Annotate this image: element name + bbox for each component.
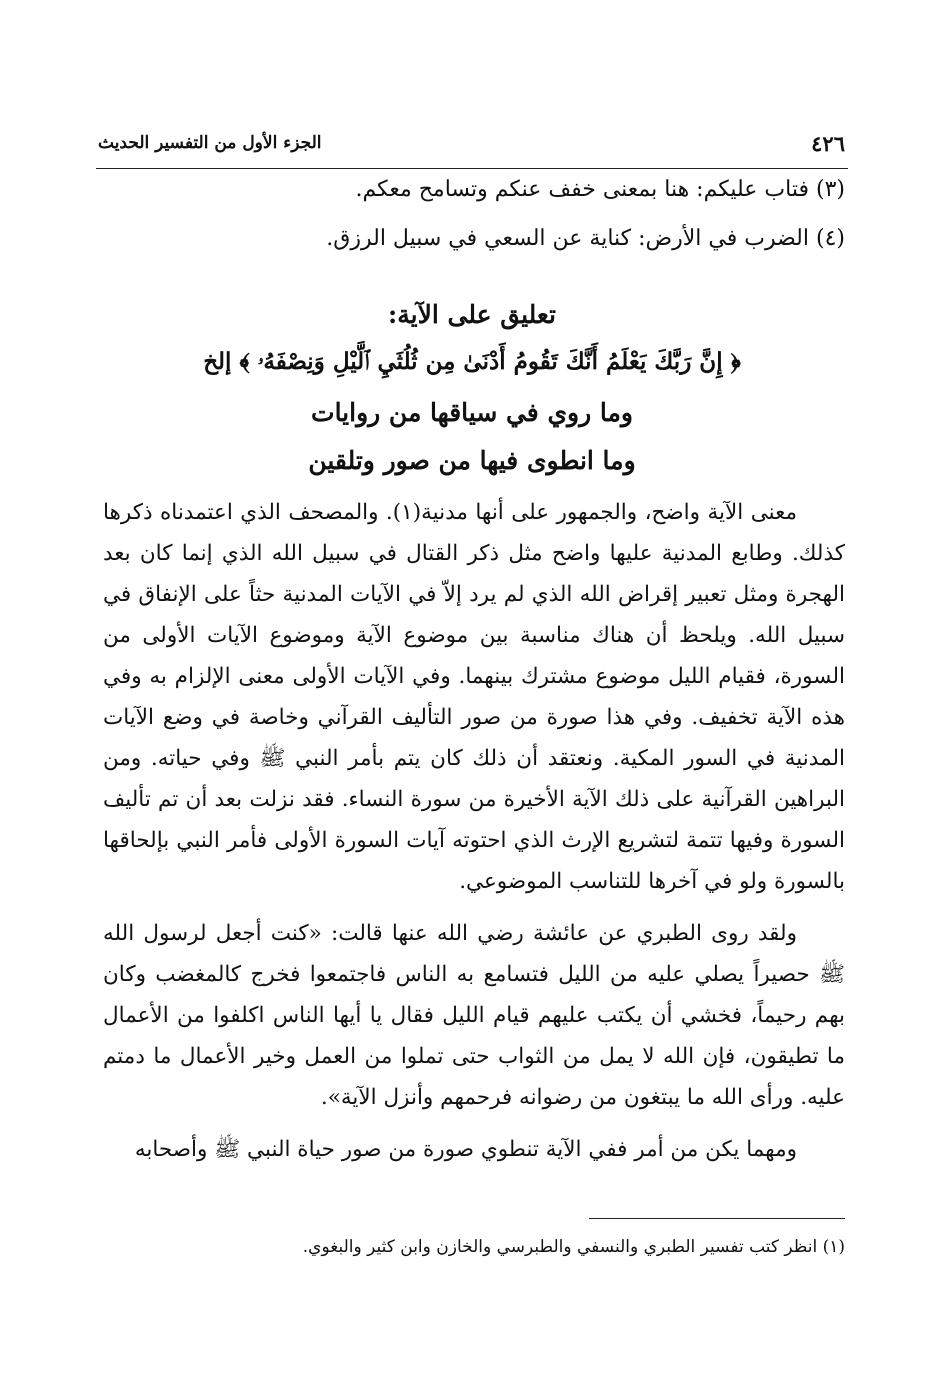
running-title: الجزء الأول من التفسير الحديث — [98, 133, 322, 153]
page-number: ٤٢٦ — [811, 130, 845, 156]
verse-line: ﴿ إِنَّ رَبَّكَ يَعْلَمُ أَنَّكَ تَقُومُ أَدْنَىٰ مِن ثُلُثَيِ ٱلَّيْلِ وَنِصْفَهُۥ ﴾ إلخ — [203, 348, 741, 375]
footnote-rule — [589, 1218, 845, 1219]
section-heading: تعليق على الآية: — [388, 300, 556, 329]
note-4: (٤) الضرب في الأرض: كناية عن السعي في سبيل الرزق. — [326, 226, 845, 251]
header-rule — [96, 168, 848, 169]
body-text — [103, 492, 845, 1170]
note-3: (٣) فتاب عليكم: هنا بمعنى خفف عنكم وتسامح معكم. — [355, 177, 845, 202]
paragraph-1: معنى الآية واضح، والجمهور على أنها مدنية(١). والمصحف الذي اعتمدناه ذكرها كذلك. وطابع المدنية عليها واضح مثل ذكر القتال في سبيل الله الذي إنما كان بعد الهجرة ومثل تعبير إقراض الله الذي لم يرد إلاّ في الآيات المدنية حثاً على الإنفاق في سبيل الله. ويلحظ أن هناك مناسبة بين موضوع الآية وموضوع الآيات الأولى من السورة، فقيام الليل موضوع مشترك بينهما. وفي الآيات الأولى معنى الإلزام به وفي هذه الآية تخفيف. وفي هذا صورة من صور التأليف القرآني وخاصة في وضع الآيات المدنية في السور المكية. ونعتقد أن ذلك كان يتم بأمر النبي ﷺ وفي حياته. ومن البراهين القرآنية على ذلك الآية الأخيرة من سورة النساء. فقد نزلت بعد أن تم تأليف السورة وفيها تتمة لتشريع الإرث الذي احتوته آيات السورة الأولى فأمر النبي بإلحاقها بالسورة ولو في آخرها للتناسب الموضوعي. — [103, 500, 845, 894]
footnote: (١) انظر كتب تفسير الطبري والنسفي والطبرسي والخازن وابن كثير والبغوي. — [302, 1237, 845, 1257]
paragraph-2: ولقد روى الطبري عن عائشة رضي الله عنها قالت: «كنت أجعل لرسول الله ﷺ حصيراً يصلي عليه من الليل فتسامع به الناس فاجتمعوا فخرج كالمغضب وكان بهم رحيماً، فخشي أن يكتب عليهم قيام الليل فقال يا أيها الناس اكلفوا من الأعمال ما تطيقون، فإن الله لا يمل من الثواب حتى تملوا من العمل وخير الأعمال ما دمتم عليه. ورأى الله ما يبتغون من رضوانه فرحمهم وأنزل الآية». — [103, 921, 845, 1110]
section-subheading-2: وما انطوى فيها من صور وتلقين — [308, 446, 636, 475]
page-header — [98, 128, 845, 158]
section-subheading-1: وما روي في سياقها من روايات — [311, 398, 633, 427]
paragraph-3: ومهما يكن من أمر ففي الآية تنطوي صورة من صور حياة النبي ﷺ وأصحابه — [134, 1137, 797, 1162]
